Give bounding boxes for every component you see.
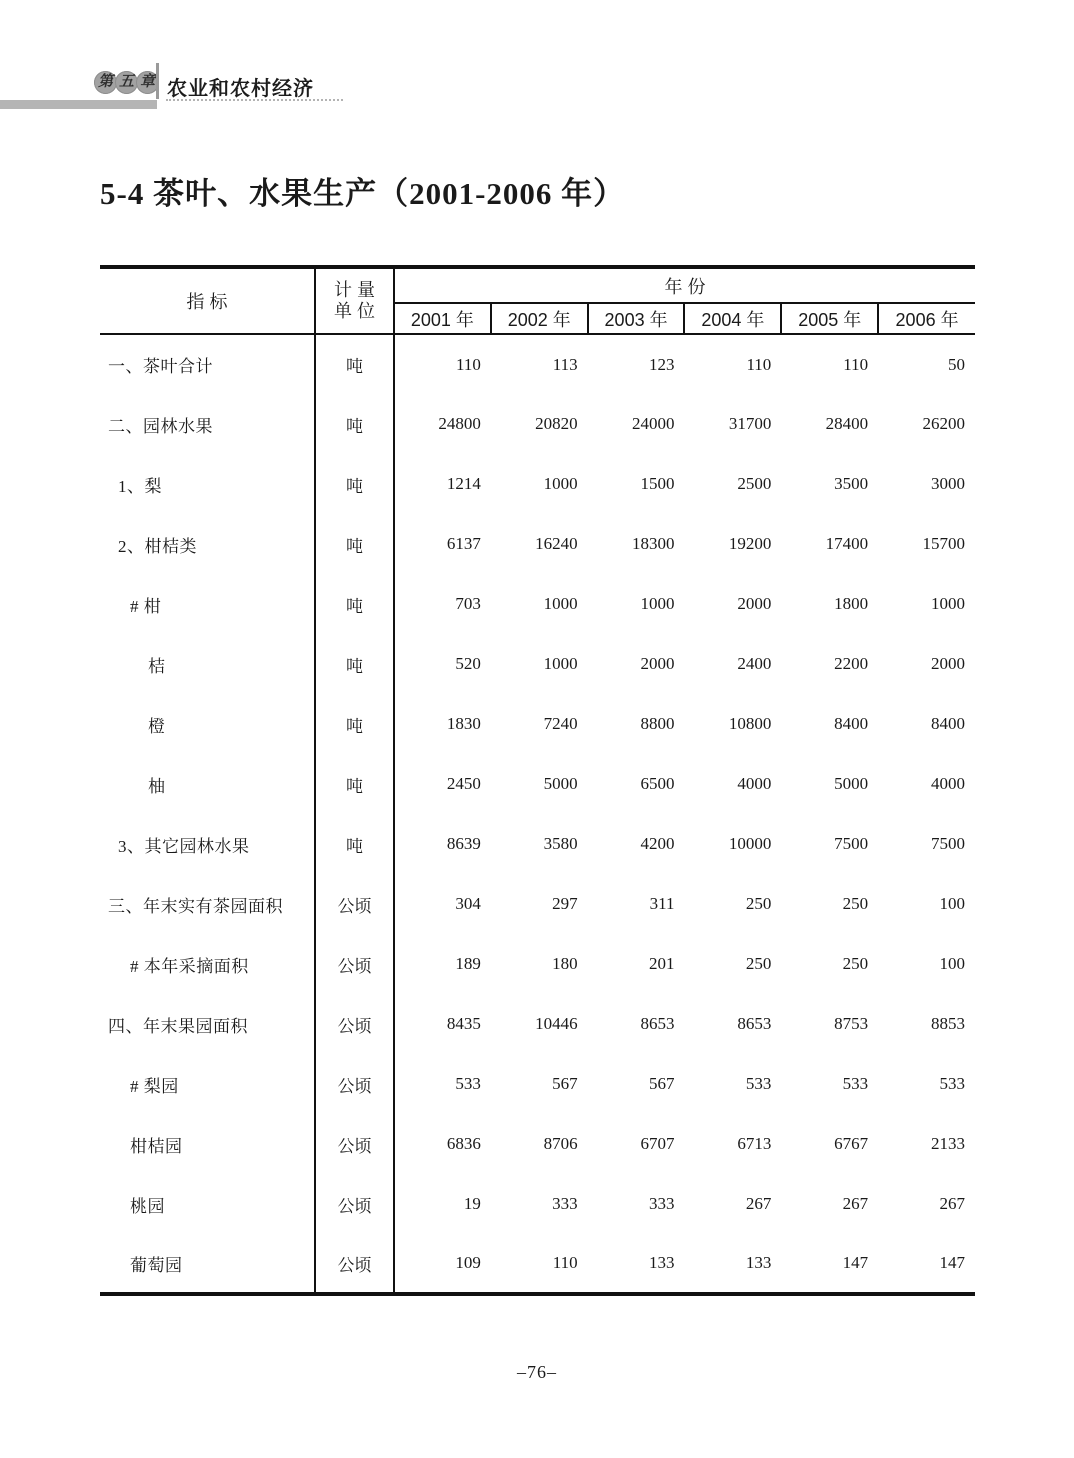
row-value: 520 — [455, 654, 481, 673]
row-value: 1000 — [543, 654, 578, 673]
row-value: 100 — [939, 894, 965, 913]
table-row — [100, 394, 975, 454]
table-row — [100, 754, 975, 814]
row-value: 567 — [648, 1074, 675, 1093]
row-value: 113 — [552, 354, 578, 374]
row-unit: 吨 — [315, 334, 394, 394]
row-value: 6500 — [640, 774, 675, 793]
row-value: 18300 — [631, 534, 675, 553]
row-value: 110 — [455, 354, 481, 374]
table-container — [100, 265, 975, 1296]
row-label: 二、园林水果 — [100, 394, 315, 454]
row-value: 147 — [939, 1253, 965, 1272]
row-unit: 吨 — [315, 514, 394, 574]
row-unit: 吨 — [315, 694, 394, 754]
table-row — [100, 334, 975, 394]
table-body — [100, 334, 975, 1294]
row-value: 31700 — [728, 414, 772, 433]
row-value: 333 — [648, 1194, 675, 1213]
row-value: 250 — [842, 954, 869, 973]
row-value: 6137 — [446, 534, 481, 553]
row-value: 110 — [843, 354, 869, 374]
row-label: # 梨园 — [100, 1054, 315, 1114]
row-value: 2000 — [737, 594, 772, 613]
row-value: 2133 — [931, 1134, 965, 1153]
row-value: 4200 — [640, 834, 675, 853]
row-label: 葡萄园 — [100, 1234, 315, 1294]
row-value: 24000 — [631, 414, 675, 433]
row-value: 8435 — [446, 1014, 481, 1033]
row-value: 1000 — [543, 594, 578, 613]
row-value: 17400 — [825, 534, 869, 553]
header-year: 2003 年 — [588, 303, 685, 334]
chapter-badge-char: 第 — [94, 71, 117, 94]
row-value: 8639 — [446, 834, 481, 853]
row-value: 15700 — [922, 534, 965, 553]
row-value: 267 — [939, 1194, 965, 1213]
row-unit: 公顷 — [315, 1174, 394, 1234]
row-value: 2450 — [446, 774, 481, 793]
row-value: 8853 — [931, 1014, 965, 1033]
row-label: 3、其它园林水果 — [100, 814, 315, 874]
table-row — [100, 454, 975, 514]
header-unit-line2: 单 位 — [333, 301, 375, 321]
header-unit — [315, 267, 394, 334]
chapter-badge-char: 五 — [115, 71, 138, 94]
row-label: 三、年末实有茶园面积 — [100, 874, 315, 934]
row-value: 5000 — [543, 774, 578, 793]
page-title: 5-4 茶叶、水果生产（2001-2006 年） — [100, 176, 626, 211]
row-value: 147 — [842, 1253, 869, 1272]
row-value: 8753 — [834, 1014, 869, 1033]
row-value: 10800 — [728, 714, 772, 733]
row-value: 267 — [842, 1194, 869, 1213]
row-unit: 吨 — [315, 574, 394, 634]
page-number: –76– — [517, 1362, 557, 1382]
row-unit: 公顷 — [315, 934, 394, 994]
row-value: 10446 — [535, 1014, 578, 1033]
row-unit: 公顷 — [315, 994, 394, 1054]
row-unit: 吨 — [315, 754, 394, 814]
row-value: 19200 — [728, 534, 772, 553]
table-row — [100, 874, 975, 934]
row-value: 8653 — [737, 1014, 772, 1033]
row-value: 297 — [552, 894, 578, 913]
row-value: 533 — [455, 1074, 481, 1093]
row-value: 5000 — [834, 774, 869, 793]
row-value: 8800 — [640, 714, 675, 733]
table-row — [100, 994, 975, 1054]
table-row — [100, 514, 975, 574]
row-label: 柚 — [100, 754, 315, 814]
row-value: 109 — [455, 1253, 481, 1272]
row-unit: 公顷 — [315, 1054, 394, 1114]
row-value: 110 — [746, 354, 772, 374]
table-row — [100, 634, 975, 694]
table-row — [100, 1234, 975, 1294]
row-value: 7500 — [834, 834, 869, 853]
row-value: 4000 — [931, 774, 965, 793]
table-row — [100, 814, 975, 874]
row-value: 133 — [745, 1253, 772, 1272]
row-value: 8653 — [640, 1014, 675, 1033]
chapter-title: 农业和农村经济 — [167, 78, 314, 100]
table-head — [100, 267, 975, 334]
row-value: 8706 — [543, 1134, 578, 1153]
row-value: 6713 — [737, 1134, 772, 1153]
row-value: 20820 — [535, 414, 578, 433]
row-value: 533 — [842, 1074, 869, 1093]
row-value: 2200 — [834, 654, 869, 673]
row-value: 250 — [745, 894, 772, 913]
row-label: 柑桔园 — [100, 1114, 315, 1174]
row-value: 180 — [552, 954, 578, 973]
row-value: 189 — [455, 954, 481, 973]
row-value: 133 — [648, 1253, 675, 1272]
row-value: 2500 — [737, 474, 772, 493]
row-value: 10000 — [728, 834, 772, 853]
row-value: 1000 — [640, 594, 675, 613]
row-value: 16240 — [535, 534, 578, 553]
row-unit: 公顷 — [315, 1234, 394, 1294]
chapter-title-dotted-rule — [166, 99, 343, 101]
header-year: 2004 年 — [684, 303, 781, 334]
row-value: 8400 — [931, 714, 965, 733]
row-value: 123 — [648, 354, 675, 374]
row-unit: 公顷 — [315, 1114, 394, 1174]
row-value: 1830 — [446, 714, 481, 733]
row-label: 桔 — [100, 634, 315, 694]
row-label: 四、年末果园面积 — [100, 994, 315, 1054]
row-value: 703 — [455, 594, 481, 613]
row-label: # 柑 — [100, 574, 315, 634]
row-value: 7500 — [931, 834, 965, 853]
row-value: 250 — [745, 954, 772, 973]
row-value: 110 — [552, 1253, 578, 1272]
row-value: 2000 — [640, 654, 675, 673]
production-table — [100, 265, 975, 1296]
row-value: 201 — [648, 954, 675, 973]
row-value: 333 — [552, 1194, 578, 1213]
row-unit: 吨 — [315, 814, 394, 874]
table-row — [100, 694, 975, 754]
header-year: 2001 年 — [410, 309, 474, 330]
row-label: # 本年采摘面积 — [100, 934, 315, 994]
row-label: 一、茶叶合计 — [100, 334, 315, 394]
row-value: 8400 — [834, 714, 869, 733]
header-year: 2006 年 — [878, 303, 975, 334]
row-label: 桃园 — [100, 1174, 315, 1234]
row-label: 1、梨 — [100, 454, 315, 514]
table-row — [100, 1174, 975, 1234]
row-value: 267 — [745, 1194, 772, 1213]
header-year: 2002 年 — [491, 303, 588, 334]
row-unit: 吨 — [315, 454, 394, 514]
row-value: 3580 — [543, 834, 578, 853]
row-value: 1214 — [446, 474, 481, 493]
header-unit-line1: 计 量 — [333, 280, 375, 301]
row-value: 28400 — [825, 414, 869, 433]
header-indicator: 指 标 — [100, 267, 315, 334]
row-value: 1500 — [640, 474, 675, 493]
row-value: 19 — [463, 1194, 481, 1213]
row-value: 2400 — [737, 654, 772, 673]
row-value: 3500 — [834, 474, 869, 493]
row-value: 567 — [552, 1074, 578, 1093]
row-unit: 吨 — [315, 634, 394, 694]
row-value: 1000 — [543, 474, 578, 493]
header-year-group: 年 份 — [394, 267, 975, 303]
row-value: 100 — [939, 954, 965, 973]
row-value: 533 — [939, 1074, 965, 1093]
table-row — [100, 1114, 975, 1174]
table-row — [100, 574, 975, 634]
row-label: 橙 — [100, 694, 315, 754]
chapter-header-bar — [0, 100, 157, 109]
table-row — [100, 1054, 975, 1114]
row-value: 24800 — [438, 414, 481, 433]
chapter-badge-char: 章 — [136, 71, 159, 94]
header-year: 2005 年 — [781, 303, 878, 334]
row-value: 1800 — [834, 594, 869, 613]
row-value: 7240 — [543, 714, 578, 733]
row-label: 2、柑桔类 — [100, 514, 315, 574]
row-value: 2000 — [931, 654, 965, 673]
row-unit: 吨 — [315, 394, 394, 454]
row-value: 250 — [842, 894, 869, 913]
row-value: 1000 — [931, 594, 965, 613]
row-value: 50 — [948, 354, 965, 374]
chapter-badge — [94, 71, 157, 94]
row-value: 6707 — [640, 1134, 675, 1153]
row-unit: 公顷 — [315, 874, 394, 934]
row-value: 26200 — [922, 414, 965, 433]
row-value: 6767 — [834, 1134, 869, 1153]
row-value: 311 — [649, 894, 675, 913]
row-value: 3000 — [931, 474, 965, 493]
row-value: 533 — [745, 1074, 772, 1093]
row-value: 4000 — [737, 774, 772, 793]
table-row — [100, 934, 975, 994]
chapter-header-divider — [156, 63, 159, 99]
row-value: 6836 — [446, 1134, 481, 1153]
row-value: 304 — [455, 894, 481, 913]
